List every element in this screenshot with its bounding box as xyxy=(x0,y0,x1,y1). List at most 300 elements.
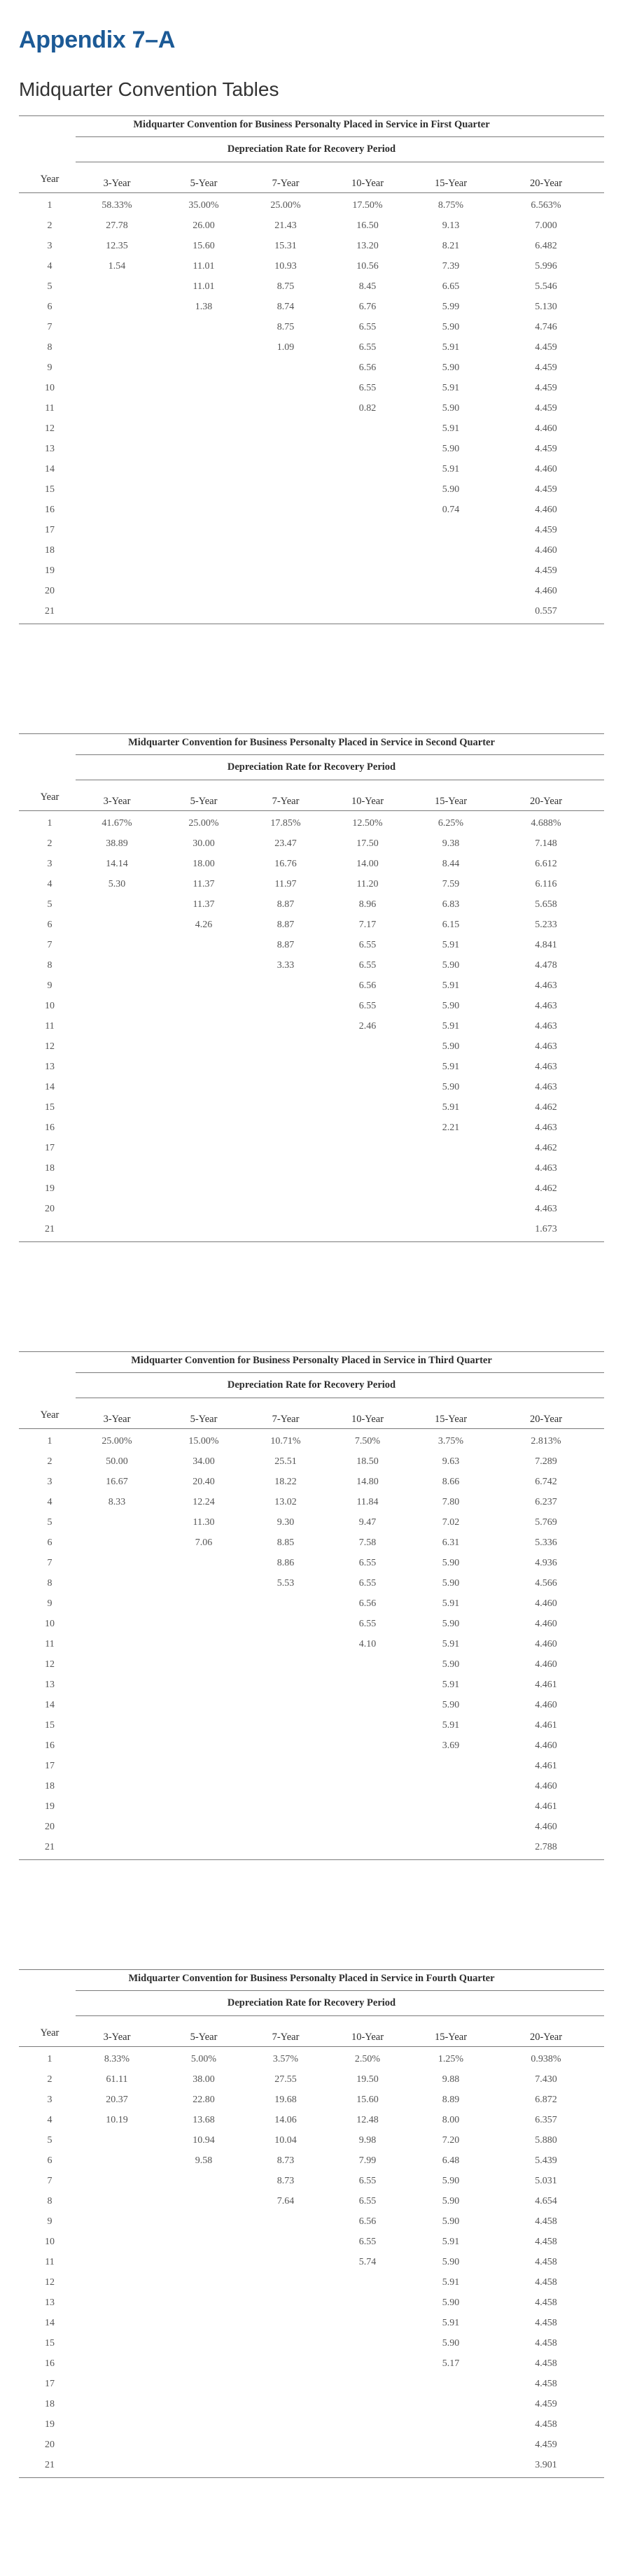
rate-cell-15-year: 7.59 xyxy=(442,879,460,889)
rate-cell-20-year: 4.566 xyxy=(535,1578,557,1589)
rate-cell-20-year: 4.460 xyxy=(535,464,557,474)
table-bottom-rule xyxy=(19,1859,604,1860)
rate-cell-3-year: 8.33% xyxy=(104,2054,130,2064)
rate-cell-20-year: 4.463 xyxy=(535,1122,557,1133)
rate-cell-10-year: 6.55 xyxy=(358,1558,377,1568)
page-subtitle: Midquarter Convention Tables xyxy=(19,78,279,100)
rate-cell-7-year: 8.87 xyxy=(276,899,295,910)
column-header-7-year: 7-Year xyxy=(272,1414,300,1425)
rate-cell-7-year: 3.57% xyxy=(272,2054,299,2064)
rate-cell-15-year: 5.90 xyxy=(442,444,460,454)
table-row xyxy=(19,2090,604,2111)
rate-cell-15-year: 5.90 xyxy=(442,1001,460,1011)
column-header-15-year: 15-Year xyxy=(434,1414,468,1425)
rate-cell-5-year: 35.00% xyxy=(188,200,219,211)
rate-cell-10-year: 12.48 xyxy=(356,2115,379,2125)
rate-cell-10-year: 8.96 xyxy=(358,899,377,910)
table-row xyxy=(19,814,604,834)
year-cell: 8 xyxy=(47,342,52,353)
year-cell: 6 xyxy=(47,920,52,930)
rate-cell-10-year: 8.45 xyxy=(358,281,377,292)
year-cell: 14 xyxy=(45,2318,55,2328)
rate-cell-7-year: 9.30 xyxy=(276,1517,295,1528)
rate-cell-20-year: 4.463 xyxy=(535,1062,557,1072)
rate-cell-15-year: 5.91 xyxy=(442,342,460,353)
table-bottom-rule xyxy=(19,1241,604,1242)
year-cell: 10 xyxy=(45,1619,55,1629)
table-row xyxy=(19,460,604,480)
rate-cell-15-year: 5.90 xyxy=(442,1578,460,1589)
year-cell: 12 xyxy=(45,1659,55,1670)
table-row xyxy=(19,1716,604,1736)
rate-cell-10-year: 19.50 xyxy=(356,2074,379,2085)
year-cell: 4 xyxy=(47,2115,52,2125)
rate-cell-20-year: 4.460 xyxy=(535,423,557,434)
year-cell: 4 xyxy=(47,879,52,889)
rate-cell-3-year: 10.19 xyxy=(106,2115,128,2125)
rate-cell-15-year: 5.91 xyxy=(442,2237,460,2247)
rate-cell-10-year: 18.50 xyxy=(356,1456,379,1467)
rate-cell-20-year: 4.841 xyxy=(535,940,557,950)
rate-cell-20-year: 4.460 xyxy=(535,505,557,515)
year-cell: 20 xyxy=(45,1204,55,1214)
rate-cell-3-year: 50.00 xyxy=(106,1456,128,1467)
rate-cell-15-year: 8.44 xyxy=(442,859,460,869)
table-row xyxy=(19,2354,604,2374)
rate-cell-15-year: 5.91 xyxy=(442,2277,460,2288)
rate-cell-5-year: 34.00 xyxy=(192,1456,215,1467)
rate-cell-20-year: 4.688% xyxy=(531,818,561,829)
rate-cell-20-year: 4.458 xyxy=(535,2379,557,2389)
rate-cell-10-year: 13.20 xyxy=(356,241,379,251)
column-header-10-year: 10-Year xyxy=(351,2032,384,2043)
rate-cell-10-year: 15.60 xyxy=(356,2095,379,2105)
rate-cell-20-year: 7.000 xyxy=(535,220,557,231)
rate-cell-15-year: 5.91 xyxy=(442,1102,460,1113)
rate-cell-15-year: 0.74 xyxy=(442,505,460,515)
table-row xyxy=(19,1655,604,1675)
rate-cell-7-year: 8.75 xyxy=(276,322,295,332)
table-top-rule xyxy=(19,1969,604,1970)
table-row xyxy=(19,1139,604,1159)
table-row xyxy=(19,318,604,338)
year-cell: 13 xyxy=(45,1062,55,1072)
table-header-row xyxy=(19,2021,604,2048)
rate-cell-3-year: 20.37 xyxy=(106,2095,128,2105)
rate-cell-20-year: 6.872 xyxy=(535,2095,557,2105)
year-cell: 10 xyxy=(45,2237,55,2247)
year-cell: 14 xyxy=(45,1700,55,1710)
rate-cell-15-year: 5.91 xyxy=(442,423,460,434)
year-cell: 16 xyxy=(45,2358,55,2369)
table-header-row xyxy=(19,1403,604,1430)
rate-cell-20-year: 6.237 xyxy=(535,1497,557,1507)
year-cell: 18 xyxy=(45,1781,55,1792)
rate-cell-10-year: 6.55 xyxy=(358,1578,377,1589)
depreciation-table-section xyxy=(19,733,604,1243)
year-cell: 11 xyxy=(45,2257,55,2267)
rate-cell-7-year: 16.76 xyxy=(274,859,297,869)
rate-cell-20-year: 4.458 xyxy=(535,2257,557,2267)
year-cell: 2 xyxy=(47,220,52,231)
rate-cell-15-year: 5.90 xyxy=(442,1082,460,1092)
table-row xyxy=(19,1574,604,1594)
recovery-period-heading: Depreciation Rate for Recovery Period xyxy=(227,1379,396,1391)
rate-cell-15-year: 3.69 xyxy=(442,1740,460,1751)
rate-cell-15-year: 5.90 xyxy=(442,1619,460,1629)
table-row xyxy=(19,2050,604,2070)
depreciation-table-section xyxy=(19,1351,604,1861)
table-row xyxy=(19,439,604,460)
year-cell: 18 xyxy=(45,1163,55,1174)
year-cell: 10 xyxy=(45,383,55,393)
rate-cell-20-year: 5.996 xyxy=(535,261,557,272)
table-row xyxy=(19,338,604,358)
year-cell: 15 xyxy=(45,484,55,495)
year-cell: 4 xyxy=(47,1497,52,1507)
table-row xyxy=(19,1452,604,1472)
rate-cell-15-year: 5.90 xyxy=(442,1558,460,1568)
rate-cell-20-year: 4.459 xyxy=(535,444,557,454)
table-row xyxy=(19,1118,604,1139)
column-header-5-year: 5-Year xyxy=(190,2032,218,2043)
rate-cell-10-year: 4.10 xyxy=(358,1639,377,1649)
rate-cell-15-year: 6.15 xyxy=(442,920,460,930)
rate-cell-15-year: 9.88 xyxy=(442,2074,460,2085)
column-header-15-year: 15-Year xyxy=(434,796,468,807)
rate-cell-15-year: 5.99 xyxy=(442,302,460,312)
rate-cell-10-year: 14.00 xyxy=(356,859,379,869)
rate-cell-20-year: 6.116 xyxy=(535,879,557,889)
year-cell: 7 xyxy=(47,1558,52,1568)
recovery-period-heading: Depreciation Rate for Recovery Period xyxy=(227,143,396,155)
rate-cell-10-year: 7.99 xyxy=(358,2155,377,2166)
year-cell: 19 xyxy=(45,1801,55,1812)
rate-cell-20-year: 4.461 xyxy=(535,1680,557,1690)
title-underline-rule xyxy=(76,136,604,137)
rate-cell-10-year: 9.47 xyxy=(358,1517,377,1528)
rate-cell-5-year: 9.58 xyxy=(195,2155,213,2166)
year-cell: 10 xyxy=(45,1001,55,1011)
table-row xyxy=(19,2293,604,2314)
rate-cell-20-year: 4.654 xyxy=(535,2196,557,2207)
table-row xyxy=(19,2232,604,2253)
rate-cell-3-year: 25.00% xyxy=(102,1436,132,1447)
rate-cell-7-year: 10.04 xyxy=(274,2135,297,2146)
rate-cell-7-year: 13.02 xyxy=(274,1497,297,1507)
rate-cell-20-year: 6.563% xyxy=(531,200,561,211)
rate-cell-5-year: 5.00% xyxy=(190,2054,217,2064)
depreciation-table-section xyxy=(19,1969,604,2479)
year-cell: 16 xyxy=(45,1122,55,1133)
year-cell: 11 xyxy=(45,403,55,414)
year-cell: 12 xyxy=(45,2277,55,2288)
column-header-year: Year xyxy=(40,174,59,185)
table-row xyxy=(19,2070,604,2090)
rate-cell-10-year: 7.50% xyxy=(354,1436,381,1447)
column-header-5-year: 5-Year xyxy=(190,796,218,807)
rate-cell-20-year: 4.458 xyxy=(535,2318,557,2328)
rate-cell-20-year: 7.289 xyxy=(535,1456,557,1467)
year-cell: 5 xyxy=(47,899,52,910)
year-cell: 1 xyxy=(47,1436,52,1447)
rate-cell-20-year: 4.461 xyxy=(535,1720,557,1731)
table-row xyxy=(19,2314,604,2334)
title-underline-rule xyxy=(76,1372,604,1373)
year-cell: 3 xyxy=(47,2095,52,2105)
rate-cell-20-year: 7.430 xyxy=(535,2074,557,2085)
table-row xyxy=(19,2131,604,2151)
rate-cell-10-year: 6.56 xyxy=(358,2216,377,2227)
rate-cell-20-year: 5.880 xyxy=(535,2135,557,2146)
column-header-7-year: 7-Year xyxy=(272,178,300,189)
table-row xyxy=(19,1220,604,1240)
rate-cell-20-year: 4.463 xyxy=(535,1021,557,1032)
rate-cell-7-year: 25.51 xyxy=(274,1456,297,1467)
table-row xyxy=(19,1696,604,1716)
year-cell: 9 xyxy=(47,980,52,991)
rate-cell-20-year: 5.658 xyxy=(535,899,557,910)
rate-cell-20-year: 4.459 xyxy=(535,2440,557,2450)
rate-cell-10-year: 17.50 xyxy=(356,838,379,849)
column-header-year: Year xyxy=(40,791,59,803)
table-row xyxy=(19,875,604,895)
column-header-20-year: 20-Year xyxy=(529,1414,563,1425)
rate-cell-7-year: 1.09 xyxy=(276,342,295,353)
rate-cell-7-year: 3.33 xyxy=(276,960,295,971)
rate-cell-15-year: 5.90 xyxy=(442,960,460,971)
rate-cell-20-year: 4.458 xyxy=(535,2277,557,2288)
rate-cell-20-year: 4.459 xyxy=(535,565,557,576)
rate-cell-15-year: 8.75% xyxy=(438,200,464,211)
table-row xyxy=(19,237,604,257)
table-row xyxy=(19,1179,604,1199)
rate-cell-20-year: 1.673 xyxy=(535,1224,557,1234)
rate-cell-20-year: 6.742 xyxy=(535,1477,557,1487)
table-row xyxy=(19,521,604,541)
rate-cell-7-year: 8.87 xyxy=(276,920,295,930)
rate-cell-3-year: 8.33 xyxy=(108,1497,126,1507)
table-row xyxy=(19,1736,604,1757)
table-row xyxy=(19,1098,604,1118)
rate-cell-15-year: 9.63 xyxy=(442,1456,460,1467)
rate-cell-3-year: 14.14 xyxy=(106,859,128,869)
year-cell: 6 xyxy=(47,302,52,312)
rate-cell-20-year: 4.460 xyxy=(535,1822,557,1832)
table-row xyxy=(19,1838,604,1858)
table-row xyxy=(19,1199,604,1220)
rate-cell-20-year: 4.463 xyxy=(535,1082,557,1092)
rate-cell-7-year: 10.71% xyxy=(270,1436,301,1447)
year-cell: 17 xyxy=(45,1761,55,1771)
table-row xyxy=(19,1817,604,1838)
rate-cell-20-year: 4.459 xyxy=(535,484,557,495)
year-cell: 18 xyxy=(45,2399,55,2409)
rate-cell-20-year: 4.463 xyxy=(535,1001,557,1011)
rate-cell-20-year: 4.460 xyxy=(535,1700,557,1710)
table-row xyxy=(19,936,604,956)
table-row xyxy=(19,399,604,419)
rate-cell-7-year: 8.87 xyxy=(276,940,295,950)
rate-cell-20-year: 4.458 xyxy=(535,2338,557,2349)
rate-cell-15-year: 5.90 xyxy=(442,2338,460,2349)
table-row xyxy=(19,1533,604,1554)
table-row xyxy=(19,1159,604,1179)
year-cell: 5 xyxy=(47,281,52,292)
rate-cell-10-year: 6.55 xyxy=(358,2237,377,2247)
year-cell: 16 xyxy=(45,1740,55,1751)
depreciation-table-section xyxy=(19,115,604,625)
rate-cell-7-year: 18.22 xyxy=(274,1477,297,1487)
rate-cell-20-year: 4.460 xyxy=(535,586,557,596)
table-row xyxy=(19,895,604,915)
rate-cell-10-year: 16.50 xyxy=(356,220,379,231)
year-cell: 3 xyxy=(47,859,52,869)
rate-cell-3-year: 5.30 xyxy=(108,879,126,889)
rate-cell-7-year: 17.85% xyxy=(270,818,301,829)
rate-cell-5-year: 1.38 xyxy=(195,302,213,312)
rate-cell-20-year: 6.357 xyxy=(535,2115,557,2125)
rate-cell-3-year: 61.11 xyxy=(106,2074,128,2085)
rate-cell-15-year: 5.91 xyxy=(442,980,460,991)
rate-cell-20-year: 4.458 xyxy=(535,2216,557,2227)
rate-cell-15-year: 5.91 xyxy=(442,1062,460,1072)
year-cell: 21 xyxy=(45,1842,55,1852)
rate-cell-10-year: 12.50% xyxy=(352,818,383,829)
rate-cell-3-year: 1.54 xyxy=(108,261,126,272)
rate-cell-15-year: 8.00 xyxy=(442,2115,460,2125)
year-cell: 20 xyxy=(45,1822,55,1832)
year-cell: 9 xyxy=(47,1598,52,1609)
table-row xyxy=(19,2395,604,2415)
header-bottom-rule xyxy=(19,192,604,193)
rate-cell-7-year: 8.85 xyxy=(276,1537,295,1548)
year-cell: 18 xyxy=(45,545,55,556)
header-bottom-rule xyxy=(19,810,604,811)
rate-cell-5-year: 12.24 xyxy=(192,1497,215,1507)
column-header-10-year: 10-Year xyxy=(351,178,384,189)
rate-cell-10-year: 10.56 xyxy=(356,261,379,272)
year-cell: 12 xyxy=(45,423,55,434)
year-cell: 21 xyxy=(45,1224,55,1234)
rate-cell-5-year: 11.37 xyxy=(192,879,215,889)
rate-cell-7-year: 5.53 xyxy=(276,1578,295,1589)
rate-cell-20-year: 4.460 xyxy=(535,1639,557,1649)
rate-cell-5-year: 11.01 xyxy=(192,281,215,292)
rate-cell-20-year: 4.459 xyxy=(535,525,557,535)
rate-cell-7-year: 8.74 xyxy=(276,302,295,312)
year-cell: 13 xyxy=(45,1680,55,1690)
year-cell: 20 xyxy=(45,586,55,596)
rate-cell-20-year: 4.458 xyxy=(535,2297,557,2308)
year-cell: 21 xyxy=(45,2460,55,2470)
rate-cell-10-year: 6.56 xyxy=(358,363,377,373)
rate-cell-15-year: 5.90 xyxy=(442,1659,460,1670)
table-row xyxy=(19,541,604,561)
table-top-rule xyxy=(19,733,604,734)
rate-cell-10-year: 14.80 xyxy=(356,1477,379,1487)
rate-cell-15-year: 7.02 xyxy=(442,1517,460,1528)
rate-cell-3-year: 27.78 xyxy=(106,220,128,231)
rate-cell-15-year: 6.31 xyxy=(442,1537,460,1548)
rate-cell-3-year: 16.67 xyxy=(106,1477,128,1487)
rate-cell-3-year: 38.89 xyxy=(106,838,128,849)
rate-cell-3-year: 41.67% xyxy=(102,818,132,829)
table-row xyxy=(19,1635,604,1655)
rate-cell-5-year: 30.00 xyxy=(192,838,215,849)
year-cell: 19 xyxy=(45,2419,55,2430)
rate-cell-20-year: 4.458 xyxy=(535,2358,557,2369)
table-header-row xyxy=(19,167,604,194)
table-top-rule xyxy=(19,1351,604,1352)
title-underline-rule xyxy=(76,1990,604,1991)
rate-cell-5-year: 7.06 xyxy=(195,1537,213,1548)
rate-cell-7-year: 19.68 xyxy=(274,2095,297,2105)
column-header-15-year: 15-Year xyxy=(434,2032,468,2043)
year-cell: 4 xyxy=(47,261,52,272)
rate-cell-7-year: 21.43 xyxy=(274,220,297,231)
rate-cell-15-year: 7.80 xyxy=(442,1497,460,1507)
year-cell: 2 xyxy=(47,1456,52,1467)
table-row xyxy=(19,1594,604,1614)
rate-cell-5-year: 18.00 xyxy=(192,859,215,869)
table-title: Midquarter Convention for Business Personalty Placed in Service in Second Quarter xyxy=(128,737,495,748)
rate-cell-20-year: 4.458 xyxy=(535,2237,557,2247)
rate-cell-15-year: 5.90 xyxy=(442,2196,460,2207)
rate-cell-20-year: 5.233 xyxy=(535,920,557,930)
rate-cell-20-year: 4.463 xyxy=(535,1163,557,1174)
table-row xyxy=(19,602,604,622)
rate-cell-20-year: 3.901 xyxy=(535,2460,557,2470)
rate-cell-15-year: 8.66 xyxy=(442,1477,460,1487)
rate-cell-7-year: 25.00% xyxy=(270,200,301,211)
rate-cell-20-year: 4.460 xyxy=(535,1619,557,1629)
rate-cell-15-year: 6.48 xyxy=(442,2155,460,2166)
rate-cell-5-year: 11.30 xyxy=(192,1517,215,1528)
year-cell: 12 xyxy=(45,1041,55,1052)
table-row xyxy=(19,2253,604,2273)
table-row xyxy=(19,297,604,318)
rate-cell-20-year: 4.459 xyxy=(535,342,557,353)
table-row xyxy=(19,1757,604,1777)
table-row xyxy=(19,196,604,216)
table-row xyxy=(19,2435,604,2456)
rate-cell-15-year: 5.90 xyxy=(442,322,460,332)
rate-cell-15-year: 5.91 xyxy=(442,1598,460,1609)
rate-cell-20-year: 7.148 xyxy=(535,838,557,849)
rate-cell-7-year: 14.06 xyxy=(274,2115,297,2125)
table-row xyxy=(19,976,604,997)
rate-cell-15-year: 8.89 xyxy=(442,2095,460,2105)
rate-cell-15-year: 5.90 xyxy=(442,403,460,414)
rate-cell-10-year: 7.17 xyxy=(358,920,377,930)
header-bottom-rule xyxy=(19,2046,604,2047)
rate-cell-15-year: 9.13 xyxy=(442,220,460,231)
year-cell: 3 xyxy=(47,1477,52,1487)
table-row xyxy=(19,582,604,602)
rate-cell-20-year: 4.463 xyxy=(535,1204,557,1214)
rate-cell-20-year: 0.557 xyxy=(535,606,557,617)
table-row xyxy=(19,956,604,976)
rate-cell-7-year: 10.93 xyxy=(274,261,297,272)
column-header-10-year: 10-Year xyxy=(351,1414,384,1425)
rate-cell-10-year: 7.58 xyxy=(358,1537,377,1548)
year-cell: 14 xyxy=(45,464,55,474)
table-row xyxy=(19,834,604,854)
rate-cell-7-year: 27.55 xyxy=(274,2074,297,2085)
rate-cell-20-year: 5.031 xyxy=(535,2176,557,2186)
table-title: Midquarter Convention for Business Personalty Placed in Service in Fourth Quarter xyxy=(128,1973,495,1984)
